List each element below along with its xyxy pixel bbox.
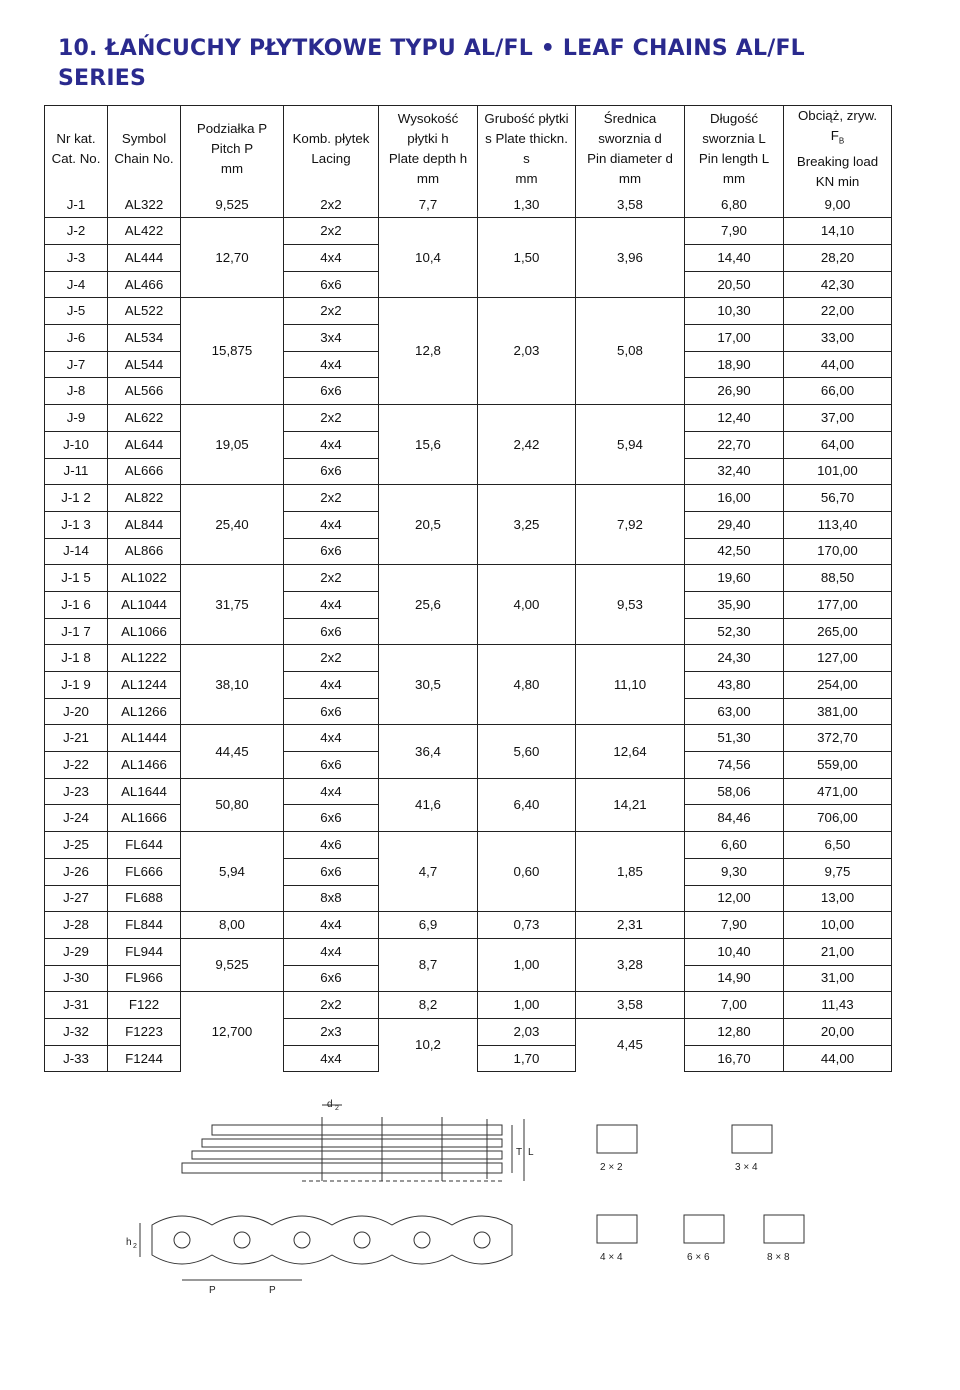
lacing-label-4x4: 4 × 4 <box>600 1252 623 1263</box>
cell-pin-length: 43,80 <box>685 672 784 699</box>
cell-pin-diameter: 3,96 <box>576 218 685 298</box>
chain-side-view <box>140 1216 512 1280</box>
table-row <box>45 938 892 965</box>
cell-symbol: AL522 <box>108 298 181 325</box>
col-header-plate-height <box>379 106 478 192</box>
cell-pin-length: 16,70 <box>685 1045 784 1072</box>
cell-breaking-load: 64,00 <box>784 431 892 458</box>
cell-cat-no: J-1 7 <box>45 618 108 645</box>
dim-label-d2-sub: 2 <box>335 1105 339 1112</box>
header-line: mm <box>618 170 642 186</box>
header-line: Grubość płytki <box>484 110 569 126</box>
header-line: Nr kat. <box>56 130 96 146</box>
cell-plate-height: 12,8 <box>379 298 478 405</box>
cell-breaking-load: 254,00 <box>784 672 892 699</box>
cell-pitch: 25,40 <box>181 485 284 565</box>
cell-pin-length: 7,90 <box>685 912 784 939</box>
table-row <box>45 725 892 752</box>
cell-lacing: 4x4 <box>284 725 379 752</box>
cell-symbol: F1223 <box>108 1018 181 1045</box>
table-row <box>45 778 892 805</box>
cell-cat-no: J-11 <box>45 458 108 485</box>
cell-cat-no: J-1 3 <box>45 511 108 538</box>
cell-pin-length: 14,40 <box>685 245 784 272</box>
table-row <box>45 1018 892 1045</box>
cell-pin-diameter: 5,08 <box>576 298 685 405</box>
cell-cat-no: J-1 5 <box>45 565 108 592</box>
dim-label-d2: d <box>327 1099 333 1110</box>
cell-pin-length: 74,56 <box>685 752 784 779</box>
cell-pin-length: 16,00 <box>685 485 784 512</box>
header-line: Cat. No. <box>51 150 101 166</box>
cell-cat-no: J-1 9 <box>45 672 108 699</box>
cell-pitch: 38,10 <box>181 645 284 725</box>
cell-symbol: FL966 <box>108 965 181 992</box>
cell-cat-no: J-5 <box>45 298 108 325</box>
col-header-pitch <box>181 106 284 192</box>
cell-symbol: FL666 <box>108 858 181 885</box>
cell-pin-length: 17,00 <box>685 325 784 352</box>
table-row <box>45 405 892 432</box>
header-line: Komb. płytek <box>292 130 370 146</box>
cell-pin-length: 7,90 <box>685 218 784 245</box>
cell-plate-height: 20,5 <box>379 485 478 565</box>
cell-pin-length: 63,00 <box>685 698 784 725</box>
cell-breaking-load: 170,00 <box>784 538 892 565</box>
cell-lacing: 6x6 <box>284 858 379 885</box>
lacing-label-2x2: 2 × 2 <box>600 1162 623 1173</box>
header-line: Pin diameter d <box>587 150 673 166</box>
cell-pitch: 9,525 <box>181 938 284 991</box>
cell-pin-length: 20,50 <box>685 271 784 298</box>
fb-subscript: B <box>838 136 845 146</box>
cell-breaking-load: 56,70 <box>784 485 892 512</box>
header-line: KN min <box>815 173 860 189</box>
cell-cat-no: J-14 <box>45 538 108 565</box>
lacing-label-8x8: 8 × 8 <box>767 1252 790 1263</box>
col-header-pin-length <box>685 106 784 192</box>
header-line: mm <box>220 160 244 176</box>
cell-lacing: 2x2 <box>284 405 379 432</box>
cell-cat-no: J-2 <box>45 218 108 245</box>
cell-pin-length: 84,46 <box>685 805 784 832</box>
dim-label-l: L <box>528 1147 534 1158</box>
col-header-pin-diameter <box>576 106 685 192</box>
cell-cat-no: J-32 <box>45 1018 108 1045</box>
header-line: Średnica <box>603 110 657 126</box>
cell-symbol: AL1644 <box>108 778 181 805</box>
table-row <box>45 992 892 1019</box>
cell-pin-diameter: 3,28 <box>576 938 685 991</box>
cell-cat-no: J-20 <box>45 698 108 725</box>
cell-cat-no: J-25 <box>45 832 108 859</box>
header-line: Lacing <box>311 150 351 166</box>
lacing-label-6x6: 6 × 6 <box>687 1252 710 1263</box>
table-row <box>45 192 892 218</box>
cell-symbol: AL1466 <box>108 752 181 779</box>
cell-cat-no: J-31 <box>45 992 108 1019</box>
cell-pin-length: 10,30 <box>685 298 784 325</box>
cell-lacing: 4x4 <box>284 912 379 939</box>
cell-lacing: 6x6 <box>284 965 379 992</box>
header-line: Podziałka P <box>196 120 268 136</box>
header-line: Breaking load <box>796 153 879 169</box>
cell-cat-no: J-7 <box>45 351 108 378</box>
table-row <box>45 298 892 325</box>
cell-pin-length: 35,90 <box>685 591 784 618</box>
cell-symbol: AL1022 <box>108 565 181 592</box>
header-line: s Plate thickn. <box>485 130 568 146</box>
cell-lacing: 4x4 <box>284 1045 379 1072</box>
cell-pin-length: 24,30 <box>685 645 784 672</box>
cell-pin-diameter: 3,58 <box>576 992 685 1019</box>
header-line: Długość <box>709 110 759 126</box>
cell-lacing: 6x6 <box>284 538 379 565</box>
cell-breaking-load: 44,00 <box>784 351 892 378</box>
cell-symbol: F1244 <box>108 1045 181 1072</box>
lacing-diagrams <box>597 1125 804 1243</box>
cell-plate-thickness: 1,50 <box>478 218 576 298</box>
cell-cat-no: J-6 <box>45 325 108 352</box>
cell-pitch: 44,45 <box>181 725 284 778</box>
cell-plate-thickness: 1,00 <box>478 992 576 1019</box>
header-line: płytki h <box>407 130 449 146</box>
cell-pin-diameter: 1,85 <box>576 832 685 912</box>
cell-cat-no: J-30 <box>45 965 108 992</box>
cell-lacing: 6x6 <box>284 458 379 485</box>
cell-breaking-load: 20,00 <box>784 1018 892 1045</box>
cell-lacing: 3x4 <box>284 325 379 352</box>
cell-symbol: AL622 <box>108 405 181 432</box>
header-line: Chain No. <box>114 150 174 166</box>
dim-label-h: h <box>126 1237 132 1248</box>
header-line: sworznia d <box>598 130 662 146</box>
dim-label-p2: P <box>269 1285 276 1295</box>
cell-symbol: FL944 <box>108 938 181 965</box>
cell-breaking-load: 88,50 <box>784 565 892 592</box>
col-header-plate-thickness <box>478 106 576 192</box>
cell-plate-thickness: 1,00 <box>478 938 576 991</box>
cell-pin-length: 9,30 <box>685 858 784 885</box>
cell-lacing: 2x2 <box>284 218 379 245</box>
cell-symbol: FL688 <box>108 885 181 912</box>
cell-symbol: AL444 <box>108 245 181 272</box>
cell-pin-diameter: 5,94 <box>576 405 685 485</box>
cell-pin-diameter: 11,10 <box>576 645 685 725</box>
lacing-label-3x4: 3 × 4 <box>735 1162 758 1173</box>
cell-breaking-load: 42,30 <box>784 271 892 298</box>
cell-lacing: 2x2 <box>284 485 379 512</box>
header-line: Pitch P <box>210 140 254 156</box>
header-line: s <box>523 150 530 166</box>
cell-plate-height: 8,2 <box>379 992 478 1019</box>
cell-breaking-load: 127,00 <box>784 645 892 672</box>
cell-pin-length: 6,60 <box>685 832 784 859</box>
cell-lacing: 6x6 <box>284 752 379 779</box>
col-header-symbol <box>108 106 181 192</box>
header-line: Obciąż, zryw. <box>797 108 878 123</box>
cell-symbol: AL1666 <box>108 805 181 832</box>
cell-pitch: 5,94 <box>181 832 284 912</box>
cell-symbol: AL866 <box>108 538 181 565</box>
col-header-catno <box>45 106 108 192</box>
cell-symbol: AL1266 <box>108 698 181 725</box>
cell-symbol: AL1066 <box>108 618 181 645</box>
cell-breaking-load: 22,00 <box>784 298 892 325</box>
header-line: sworznia L <box>702 130 766 146</box>
cell-plate-thickness: 5,60 <box>478 725 576 778</box>
cell-plate-thickness: 0,60 <box>478 832 576 912</box>
cell-plate-height: 36,4 <box>379 725 478 778</box>
cell-plate-thickness: 6,40 <box>478 778 576 831</box>
table-row <box>45 218 892 245</box>
header-line: mm <box>515 170 538 186</box>
header-line: mm <box>416 170 440 186</box>
cell-pin-length: 22,70 <box>685 431 784 458</box>
dim-label-t: T <box>516 1147 523 1158</box>
cell-symbol: AL566 <box>108 378 181 405</box>
table-row <box>45 565 892 592</box>
cell-cat-no: J-3 <box>45 245 108 272</box>
cell-pitch: 12,700 <box>181 992 284 1072</box>
cell-breaking-load: 37,00 <box>784 405 892 432</box>
cell-plate-thickness: 0,73 <box>478 912 576 939</box>
table-row <box>45 912 892 939</box>
cell-breaking-load: 33,00 <box>784 325 892 352</box>
cell-plate-thickness: 1,30 <box>478 192 576 218</box>
cell-plate-thickness: 4,00 <box>478 565 576 645</box>
leaf-chain-spec-table <box>44 105 892 1072</box>
cell-plate-height: 25,6 <box>379 565 478 645</box>
header-line: Pin length L <box>698 150 770 166</box>
cell-pitch: 9,525 <box>181 192 284 218</box>
cell-lacing: 8x8 <box>284 885 379 912</box>
cell-breaking-load: 177,00 <box>784 591 892 618</box>
cell-lacing: 6x6 <box>284 805 379 832</box>
cell-plate-height: 10,4 <box>379 218 478 298</box>
cell-pin-length: 10,40 <box>685 938 784 965</box>
dim-label-h-sub: 2 <box>133 1243 137 1250</box>
cell-cat-no: J-26 <box>45 858 108 885</box>
cell-pin-length: 19,60 <box>685 565 784 592</box>
header-line: Symbol <box>121 130 167 146</box>
cell-lacing: 4x4 <box>284 778 379 805</box>
cell-lacing: 4x4 <box>284 431 379 458</box>
cell-symbol: AL1444 <box>108 725 181 752</box>
cell-breaking-load: 471,00 <box>784 778 892 805</box>
cell-pitch: 15,875 <box>181 298 284 405</box>
leaf-chain-drawing <box>92 1095 872 1295</box>
cell-lacing: 4x4 <box>284 672 379 699</box>
cell-plate-height: 30,5 <box>379 645 478 725</box>
cell-plate-thickness: 2,42 <box>478 405 576 485</box>
cell-pin-length: 6,80 <box>685 192 784 218</box>
cell-breaking-load: 66,00 <box>784 378 892 405</box>
cell-plate-height: 8,7 <box>379 938 478 991</box>
cell-breaking-load: 101,00 <box>784 458 892 485</box>
cell-breaking-load: 559,00 <box>784 752 892 779</box>
cell-breaking-load: 14,10 <box>784 218 892 245</box>
cell-pin-length: 26,90 <box>685 378 784 405</box>
cell-pin-diameter: 12,64 <box>576 725 685 778</box>
cell-symbol: AL666 <box>108 458 181 485</box>
dim-label-p1: P <box>209 1285 216 1295</box>
cell-breaking-load: 381,00 <box>784 698 892 725</box>
cell-breaking-load: 11,43 <box>784 992 892 1019</box>
cell-breaking-load: 21,00 <box>784 938 892 965</box>
cell-cat-no: J-29 <box>45 938 108 965</box>
cell-plate-height: 6,9 <box>379 912 478 939</box>
header-line <box>784 126 891 152</box>
cell-cat-no: J-1 6 <box>45 591 108 618</box>
cell-symbol: AL822 <box>108 485 181 512</box>
fb-symbol: F <box>830 128 839 143</box>
cell-plate-thickness: 2,03 <box>478 1018 576 1045</box>
chain-top-view <box>182 1105 524 1181</box>
cell-symbol: AL1222 <box>108 645 181 672</box>
cell-plate-height: 4,7 <box>379 832 478 912</box>
cell-breaking-load: 265,00 <box>784 618 892 645</box>
cell-pin-diameter: 4,45 <box>576 1018 685 1071</box>
cell-breaking-load: 372,70 <box>784 725 892 752</box>
header-line: mm <box>722 170 746 186</box>
cell-breaking-load: 9,75 <box>784 858 892 885</box>
cell-lacing: 6x6 <box>284 618 379 645</box>
cell-cat-no: J-4 <box>45 271 108 298</box>
cell-symbol: AL1044 <box>108 591 181 618</box>
cell-cat-no: J-33 <box>45 1045 108 1072</box>
cell-cat-no: J-1 8 <box>45 645 108 672</box>
cell-cat-no: J-1 2 <box>45 485 108 512</box>
cell-plate-thickness: 1,70 <box>478 1045 576 1072</box>
col-header-breaking-load <box>784 106 892 192</box>
cell-symbol: AL466 <box>108 271 181 298</box>
cell-symbol: AL544 <box>108 351 181 378</box>
cell-pin-length: 12,40 <box>685 405 784 432</box>
cell-lacing: 4x4 <box>284 938 379 965</box>
cell-breaking-load: 706,00 <box>784 805 892 832</box>
cell-lacing: 4x4 <box>284 591 379 618</box>
cell-symbol: F122 <box>108 992 181 1019</box>
cell-pin-length: 58,06 <box>685 778 784 805</box>
cell-pin-length: 42,50 <box>685 538 784 565</box>
cell-cat-no: J-10 <box>45 431 108 458</box>
cell-pin-length: 12,00 <box>685 885 784 912</box>
cell-symbol: AL534 <box>108 325 181 352</box>
cell-lacing: 4x4 <box>284 351 379 378</box>
cell-symbol: AL322 <box>108 192 181 218</box>
cell-pitch: 12,70 <box>181 218 284 298</box>
table-body <box>45 192 892 1072</box>
cell-lacing: 2x2 <box>284 565 379 592</box>
cell-plate-thickness: 2,03 <box>478 298 576 405</box>
cell-cat-no: J-9 <box>45 405 108 432</box>
cell-plate-height: 15,6 <box>379 405 478 485</box>
cell-symbol: AL422 <box>108 218 181 245</box>
cell-lacing: 6x6 <box>284 698 379 725</box>
cell-plate-height: 10,2 <box>379 1018 478 1071</box>
cell-pin-length: 18,90 <box>685 351 784 378</box>
cell-lacing: 2x3 <box>284 1018 379 1045</box>
cell-cat-no: J-8 <box>45 378 108 405</box>
cell-cat-no: J-28 <box>45 912 108 939</box>
cell-lacing: 4x4 <box>284 511 379 538</box>
cell-plate-thickness: 4,80 <box>478 645 576 725</box>
cell-plate-thickness: 3,25 <box>478 485 576 565</box>
table-row <box>45 645 892 672</box>
cell-pin-length: 52,30 <box>685 618 784 645</box>
cell-pitch: 31,75 <box>181 565 284 645</box>
cell-symbol: FL844 <box>108 912 181 939</box>
cell-lacing: 2x2 <box>284 298 379 325</box>
cell-lacing: 2x2 <box>284 645 379 672</box>
cell-cat-no: J-24 <box>45 805 108 832</box>
cell-pitch: 19,05 <box>181 405 284 485</box>
page-title: 10. ŁAŃCUCHY PŁYTKOWE TYPU AL/FL • LEAF CHAINS AL/FL SERIES <box>58 36 805 91</box>
cell-cat-no: J-22 <box>45 752 108 779</box>
cell-breaking-load: 113,40 <box>784 511 892 538</box>
cell-plate-height: 7,7 <box>379 192 478 218</box>
cell-cat-no: J-23 <box>45 778 108 805</box>
cell-pin-length: 12,80 <box>685 1018 784 1045</box>
header-line: Wysokość <box>397 110 459 126</box>
header-line: Plate depth h <box>388 150 468 166</box>
cell-symbol: AL644 <box>108 431 181 458</box>
cell-pin-length: 7,00 <box>685 992 784 1019</box>
cell-breaking-load: 28,20 <box>784 245 892 272</box>
cell-breaking-load: 44,00 <box>784 1045 892 1072</box>
cell-lacing: 4x6 <box>284 832 379 859</box>
cell-breaking-load: 6,50 <box>784 832 892 859</box>
cell-breaking-load: 13,00 <box>784 885 892 912</box>
cell-cat-no: J-1 <box>45 192 108 218</box>
cell-pitch: 50,80 <box>181 778 284 831</box>
cell-lacing: 6x6 <box>284 378 379 405</box>
cell-lacing: 2x2 <box>284 992 379 1019</box>
cell-pin-length: 32,40 <box>685 458 784 485</box>
cell-symbol: FL644 <box>108 832 181 859</box>
cell-breaking-load: 10,00 <box>784 912 892 939</box>
cell-symbol: AL1244 <box>108 672 181 699</box>
cell-lacing: 6x6 <box>284 271 379 298</box>
cell-pin-diameter: 9,53 <box>576 565 685 645</box>
cell-lacing: 4x4 <box>284 245 379 272</box>
cell-lacing: 2x2 <box>284 192 379 218</box>
cell-pin-diameter: 2,31 <box>576 912 685 939</box>
cell-symbol: AL844 <box>108 511 181 538</box>
cell-pin-diameter: 3,58 <box>576 192 685 218</box>
cell-pin-length: 14,90 <box>685 965 784 992</box>
cell-pitch: 8,00 <box>181 912 284 939</box>
table-row <box>45 832 892 859</box>
cell-breaking-load: 31,00 <box>784 965 892 992</box>
cell-pin-length: 29,40 <box>685 511 784 538</box>
cell-pin-length: 51,30 <box>685 725 784 752</box>
cell-cat-no: J-21 <box>45 725 108 752</box>
col-header-lacing <box>284 106 379 192</box>
cell-pin-diameter: 14,21 <box>576 778 685 831</box>
cell-cat-no: J-27 <box>45 885 108 912</box>
cell-pin-diameter: 7,92 <box>576 485 685 565</box>
cell-breaking-load: 9,00 <box>784 192 892 218</box>
cell-plate-height: 41,6 <box>379 778 478 831</box>
table-header-row <box>45 106 892 192</box>
table-row <box>45 485 892 512</box>
